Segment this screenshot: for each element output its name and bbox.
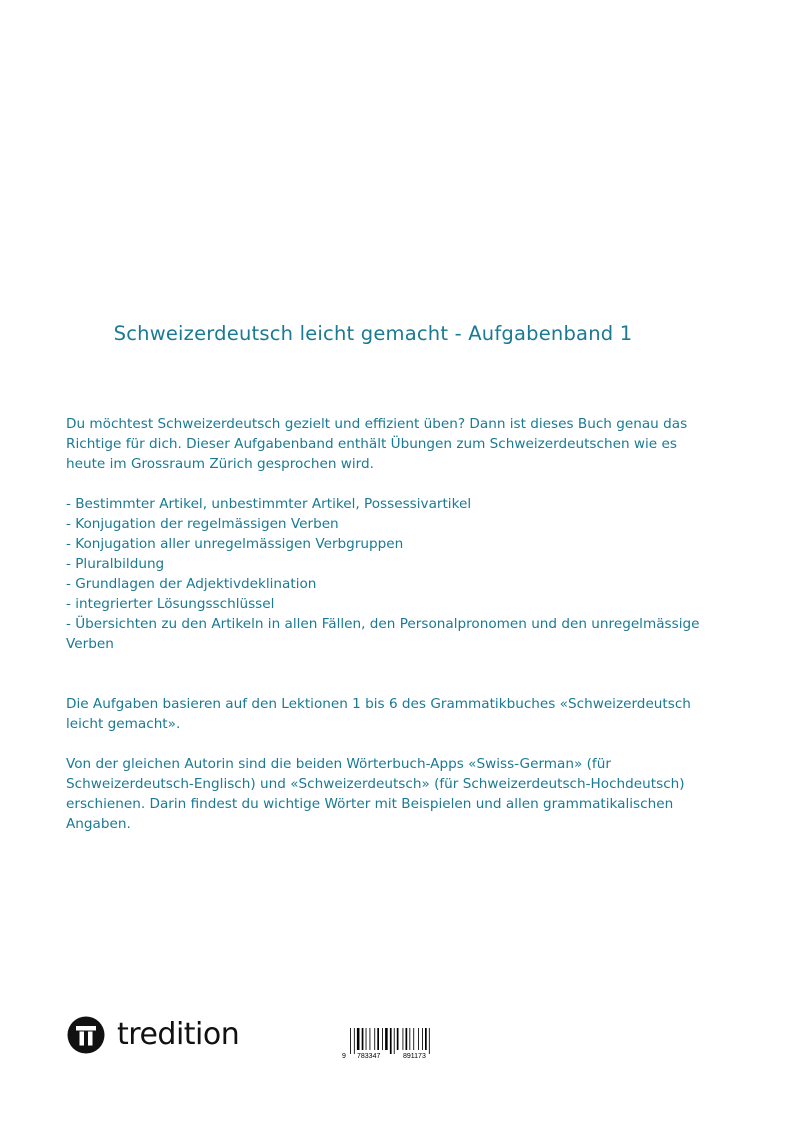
- barcode-bar: [394, 1028, 395, 1054]
- barcode-bar: [413, 1028, 414, 1050]
- tredition-logo-icon: [67, 1016, 105, 1054]
- barcode-bars: [350, 1028, 430, 1054]
- feature-item: - Übersichten zu den Artikeln in allen Fällen, den Personalpronomen und den unregelmässige Verben: [66, 616, 700, 652]
- feature-item: - Pluralbildung: [66, 556, 165, 572]
- barcode-bar: [429, 1028, 430, 1054]
- publisher-logo: [67, 1016, 239, 1054]
- book-title: Schweizerdeutsch leicht gemacht - Aufgabenband 1: [113, 322, 633, 345]
- feature-item: - Konjugation der regelmässigen Verben: [66, 516, 339, 532]
- barcode-bar: [422, 1028, 423, 1050]
- barcode-bar: [397, 1028, 399, 1050]
- barcode-bar: [425, 1028, 427, 1050]
- barcode-bar: [366, 1028, 367, 1050]
- isbn-barcode: [340, 1026, 450, 1060]
- barcode-bar: [350, 1028, 351, 1054]
- barcode-bar: [385, 1028, 388, 1050]
- barcode-bar: [374, 1028, 375, 1050]
- barcode-digits-left: 783347: [357, 1053, 381, 1060]
- feature-item: - Konjugation aller unregelmässigen Verbgruppen: [66, 536, 404, 552]
- apps-paragraph: Von der gleichen Autorin sind die beiden Wörterbuch-Apps «Swiss-German» (für Schweizerdeutsch-Englisch) und «Schweizerdeutsch» (für Schweizerdeutsch-Hochdeutsch) erschienen. Darin findest du wichtige Wörter mit Beispielen und allen grammatikalischen Angaben.: [66, 756, 685, 832]
- barcode-bar: [406, 1028, 408, 1050]
- barcode-bar: [357, 1028, 360, 1050]
- barcode-bar: [354, 1028, 355, 1054]
- basis-paragraph: Die Aufgaben basieren auf den Lektionen 1 bis 6 des Grammatikbuches «Schweizerdeutsch leicht gemacht».: [66, 696, 691, 732]
- barcode-bar: [382, 1028, 383, 1050]
- barcode-bar: [390, 1028, 392, 1054]
- feature-item: - Grundlagen der Adjektivdeklination: [66, 576, 317, 592]
- barcode-bar: [377, 1028, 379, 1050]
- barcode-digits-right: 891173: [403, 1053, 426, 1060]
- barcode-digit-first: 9: [342, 1053, 346, 1060]
- feature-item: - Bestimmter Artikel, unbestimmter Artikel, Possessivartikel: [66, 496, 472, 512]
- feature-item: - integrierter Lösungsschlüssel: [66, 596, 275, 612]
- blurb: [66, 414, 706, 834]
- barcode-bar: [403, 1028, 404, 1050]
- barcode-bar: [418, 1028, 419, 1050]
- publisher-name: tredition: [117, 1017, 240, 1052]
- barcode-bar: [370, 1028, 371, 1050]
- barcode-bar: [409, 1028, 410, 1050]
- barcode-bar: [362, 1028, 364, 1050]
- feature-list: [66, 494, 706, 654]
- intro-paragraph: Du möchtest Schweizerdeutsch gezielt und effizient üben? Dann ist dieses Buch genau das Richtige für dich. Dieser Aufgabenband enthält Übungen zum Schweizerdeutschen wie es heute im Grossraum Zürich gesprochen wird.: [66, 416, 688, 472]
